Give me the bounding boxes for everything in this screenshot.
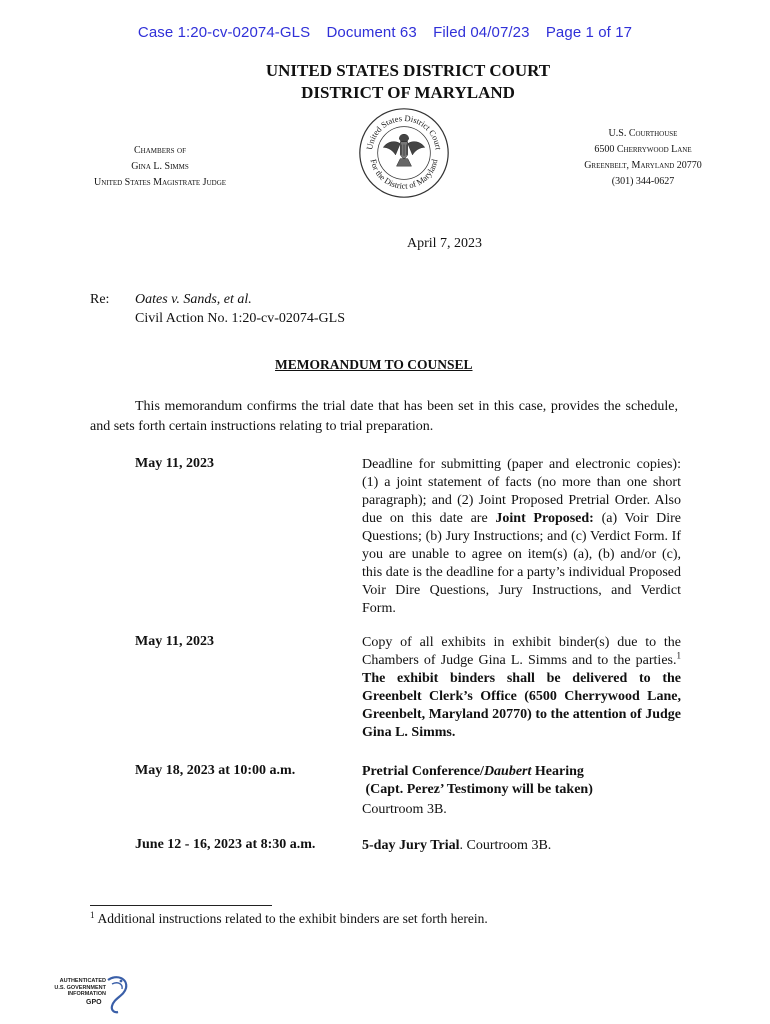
- seal-top-text: United States District Court: [364, 112, 444, 151]
- desc-text: (a) Voir Dire Questions; (b) Jury Instructions; and (c) Verdict Form. If you are unable to agree on item(s) (a), (b) and/or (c), this date is the deadline for a party’s individual Proposed Voir Dire Questions, Jury Instructions, and Verdict Form.: [362, 511, 681, 616]
- court-title: [0, 60, 770, 104]
- court-name: UNITED STATES DISTRICT COURT: [265, 61, 551, 80]
- schedule-date: May 18, 2023 at 10:00 a.m.: [135, 763, 296, 778]
- gpo-line: INFORMATION: [67, 991, 106, 997]
- desc-text: . Courtroom 3B.: [459, 838, 552, 853]
- gpo-line: U.S. GOVERNMENT: [54, 984, 106, 991]
- gpo-eagle-icon: [104, 974, 130, 1014]
- chambers-label: Chambers of: [134, 145, 186, 156]
- courthouse-address: [560, 126, 726, 190]
- court-district: DISTRICT OF MARYLAND: [301, 83, 515, 102]
- gpo-line: AUTHENTICATED: [59, 978, 106, 984]
- chambers-block: [60, 143, 260, 191]
- desc-bold-italic-text: Daubert: [483, 764, 532, 779]
- footnote: [90, 911, 488, 927]
- memo-date: April 7, 2023: [407, 236, 483, 251]
- gpo-label: [44, 978, 106, 998]
- desc-bold-text: (Capt. Perez’ Testimony will be taken): [362, 782, 593, 797]
- document-number: Document 63: [326, 24, 417, 41]
- ecf-filing-header: [0, 24, 770, 41]
- address-line-2: 6500 Cherrywood Lane: [594, 144, 692, 155]
- schedule-description: [362, 837, 681, 855]
- civil-action-number: Civil Action No. 1:20-cv-02074-GLS: [135, 311, 345, 326]
- address-line-3: Greenbelt, Maryland 20770: [584, 160, 702, 171]
- schedule-date: May 11, 2023: [135, 634, 214, 649]
- footnote-reference[interactable]: 1: [676, 650, 681, 661]
- desc-text: Deadline for submitting (paper and electronic copies): (1) a joint statement of facts (no more than one short paragraph); and (2) Joint Proposed Pretrial Order. Also due on this date are: [362, 457, 681, 526]
- judge-title: United States Magistrate Judge: [93, 177, 227, 188]
- desc-bold-text: 5-day Jury Trial: [362, 838, 460, 853]
- schedule-date: May 11, 2023: [135, 456, 214, 471]
- gpo-authentication-logo: [44, 972, 130, 1016]
- case-name: Oates v. Sands, et al.: [135, 292, 252, 307]
- address-line-1: U.S. Courthouse: [608, 128, 678, 139]
- memo-title: MEMORANDUM TO COUNSEL: [275, 357, 473, 372]
- footnote-number: 1: [90, 909, 95, 920]
- gpo-brand: GPO: [86, 999, 102, 1006]
- address-phone: (301) 344-0627: [611, 176, 675, 187]
- case-number: Case 1:20-cv-02074-GLS: [137, 24, 311, 41]
- judge-name: Gina L. Simms: [131, 161, 189, 172]
- schedule-description: [362, 634, 681, 742]
- footnote-divider: [90, 905, 272, 906]
- re-details: [135, 290, 495, 328]
- desc-text: Courtroom 3B.: [362, 802, 447, 817]
- desc-text: Copy of all exhibits in exhibit binder(s) due to the Chambers of Judge Gina L. Simms and to the parties.: [362, 635, 681, 668]
- seal-bottom-text: For the District of Maryland: [368, 158, 440, 191]
- schedule-date: June 12 - 16, 2023 at 8:30 a.m.: [135, 837, 316, 852]
- footnote-text: Additional instructions related to the exhibit binders are set forth herein.: [97, 911, 488, 926]
- intro-paragraph: This memorandum confirms the trial date that has been set in this case, provides the schedule, and sets forth certain instructions relating to trial preparation.: [90, 399, 678, 434]
- desc-bold-text: Joint Proposed:: [495, 511, 594, 526]
- schedule-description: [362, 456, 681, 618]
- court-seal-icon: [357, 106, 451, 200]
- desc-bold-text: Pretrial Conference/: [362, 764, 484, 779]
- desc-bold-text: Hearing: [531, 764, 584, 779]
- schedule-description: [362, 763, 681, 819]
- filed-date: Filed 04/07/23: [433, 24, 530, 41]
- re-label: Re:: [90, 292, 110, 307]
- page-indicator: Page 1 of 17: [545, 24, 633, 41]
- desc-bold-text: The exhibit binders shall be delivered to the Greenbelt Clerk’s Office (6500 Cherrywood Lane, Greenbelt, Maryland 20770) to the attention of Judge Gina L. Simms.: [362, 671, 681, 740]
